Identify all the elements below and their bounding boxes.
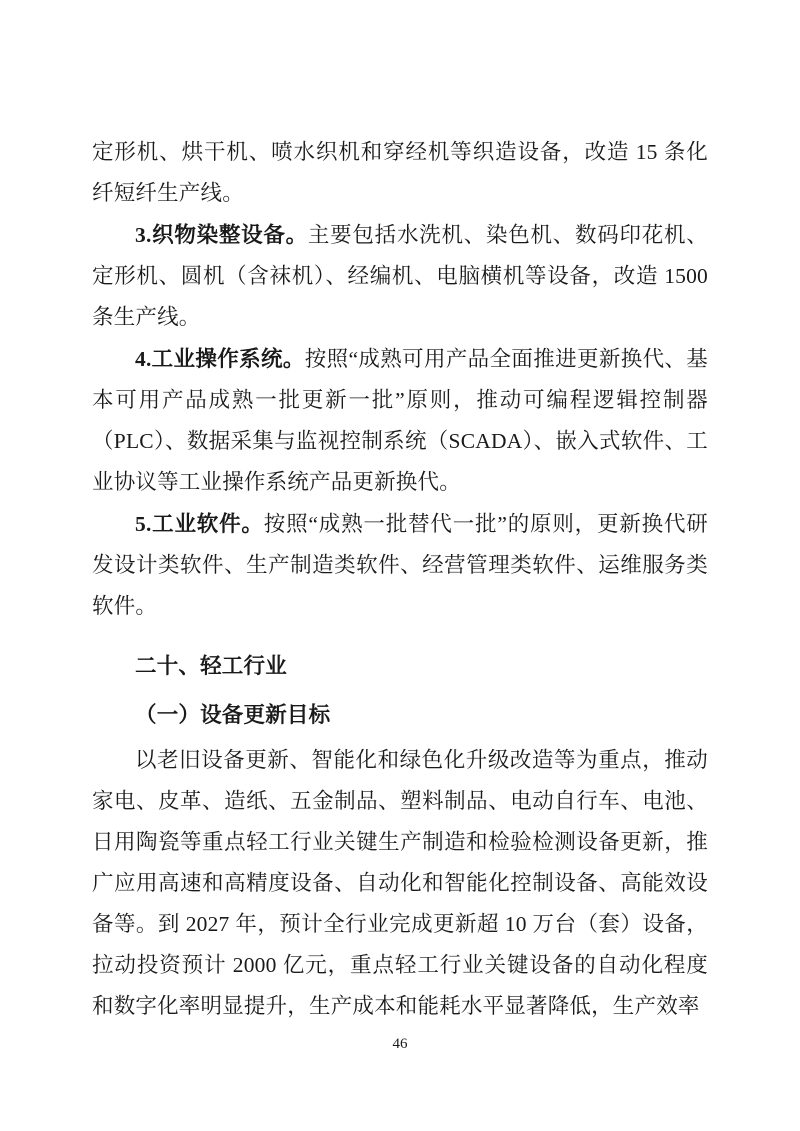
paragraph-continuation — [92, 132, 708, 214]
document-body — [92, 132, 708, 1027]
paragraph-text: 按照“成熟一批替代一批”的原则，更新换代研发设计类软件、生产制造类软件、经营管理类软件、运维服务类软件。 — [92, 512, 708, 618]
page-number: 46 — [392, 1036, 408, 1052]
spacer — [92, 628, 708, 634]
paragraph-text: 定形机、烘干机、喷水织机和穿经机等织造设备，改造 15 条化纤短纤生产线。 — [92, 140, 708, 205]
section-heading-light-industry: 二十、轻工行业 — [135, 654, 287, 678]
paragraph-lead-label: 5.工业软件。 — [135, 512, 264, 536]
paragraph-fabric-dyeing-equipment — [92, 215, 708, 338]
paragraph-text: 按照“成熟可用产品全面推进更新换代、基本可用产品成熟一批更新一批”原则，推动可编程逻辑控制器（PLC）、数据采集与监视控制系统（SCADA）、嵌入式软件、工业协议等工业操作系统产品更新换代。 — [92, 347, 708, 494]
paragraph-lead-label: 3.织物染整设备。 — [135, 223, 308, 247]
paragraph-equipment-update-goal-body: 以老旧设备更新、智能化和绿色化升级改造等为重点，推动家电、皮革、造纸、五金制品、塑料制品、电动自行车、电池、日用陶瓷等重点轻工行业关键生产制造和检验检测设备更新，推广应用高速和高精度设备、自动化和智能化控制设备、高能效设备等。到 2027 年，预计全行业完成更新超 10 万台（套）设备，拉动投资预计 2000 亿元，重点轻工行业关键设备的自动化程度和数字化率明显提升，生产成本和能耗水平显著降低，生产效率 — [92, 748, 708, 1018]
paragraph-industrial-software — [92, 504, 708, 627]
paragraph-text: 主要包括水洗机、染色机、数码印花机、定形机、圆机（含袜机）、经编机、电脑横机等设备，改造 1500 条生产线。 — [92, 223, 708, 329]
paragraph-lead-label: 4.工业操作系统。 — [135, 347, 305, 371]
paragraph-industrial-operating-system — [92, 339, 708, 503]
sub-heading-equipment-update-goal: （一）设备更新目标 — [135, 703, 331, 727]
